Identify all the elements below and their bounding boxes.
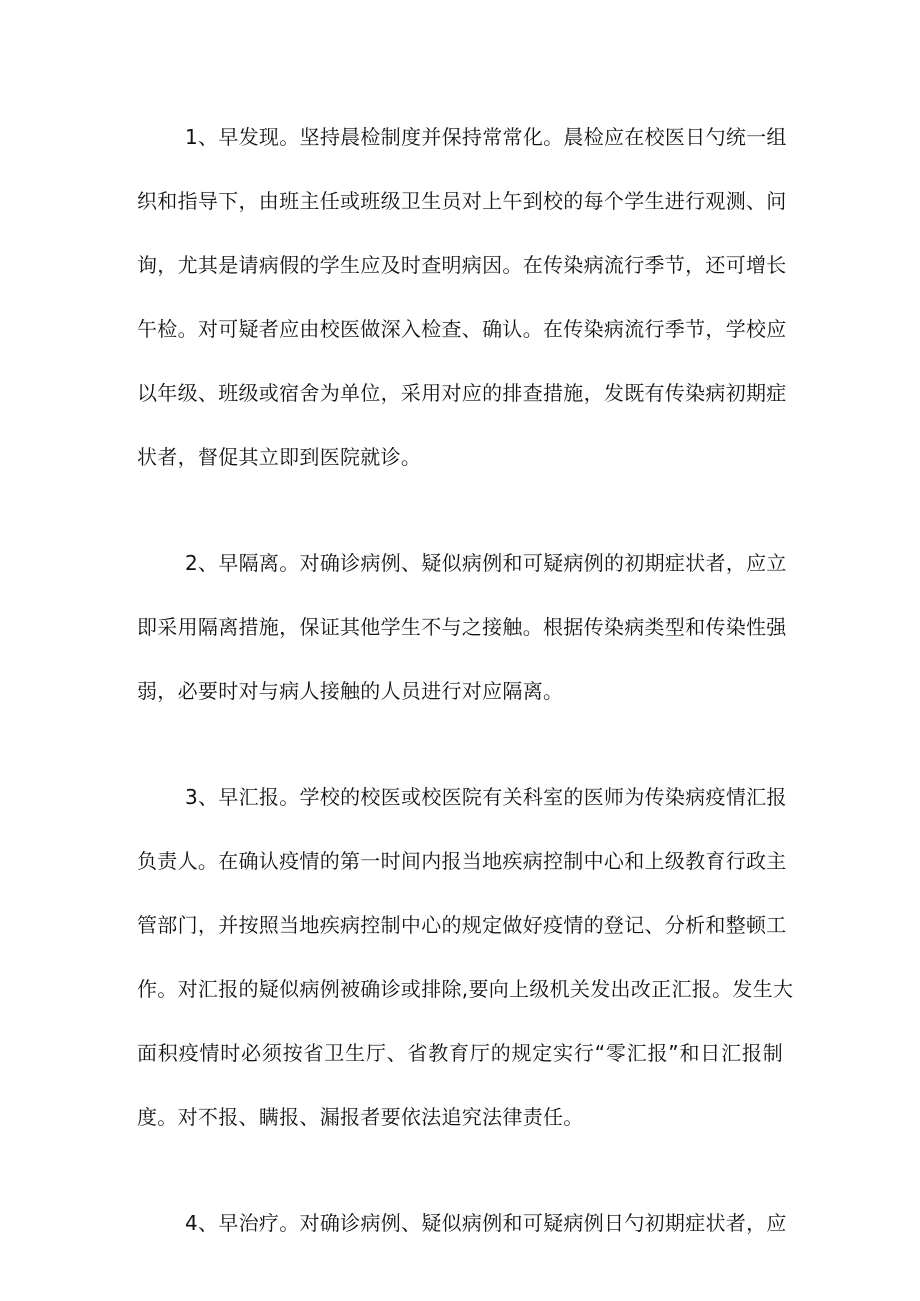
paragraph-early-isolation — [137, 543, 787, 735]
text-line: 1、早发现。坚持晨检制度并保持常常化。晨检应在校医日勺统一组 — [185, 125, 787, 149]
text-line: 织和指导下，由班主任或班级卫生员对上午到校的每个学生进行观测、问 — [137, 189, 787, 213]
text-line: 管部门，并按照当地疾病控制中心的规定做好疫情的登记、分析和整顿工 — [137, 913, 787, 937]
text-line: 即采用隔离措施，保证其他学生不与之接触。根据传染病类型和传染性强 — [137, 615, 787, 639]
text-line: 询，尤其是请病假的学生应及时查明病因。在传染病流行季节，还可增长 — [137, 253, 787, 277]
paragraph-early-treatment — [137, 1203, 787, 1267]
text-line: 午检。对可疑者应由校医做深入检查、确认。在传染病流行季节，学校应 — [137, 317, 787, 341]
text-line: 作。对汇报的疑似病例被确诊或排除,要向上级机关发出改正汇报。发生大 — [137, 977, 794, 1001]
text-line: 弱，必要时对与病人接触的人员进行对应隔离。 — [137, 679, 564, 703]
text-line: 3、早汇报。学校的校医或校医院有关科室的医师为传染病疫情汇报 — [185, 785, 787, 809]
text-line: 度。对不报、瞒报、漏报者要依法追究法律责任。 — [137, 1105, 584, 1129]
text-line: 以年级、班级或宿舍为单位，采用对应的排查措施，发既有传染病初期症 — [137, 381, 787, 405]
text-line: 状者，督促其立即到医院就诊。 — [137, 445, 422, 469]
paragraph-early-report — [137, 777, 794, 1161]
text-line: 负责人。在确认疫情的第一时间内报当地疾病控制中心和上级教育行政主 — [137, 849, 787, 873]
text-line: 4、早治疗。对确诊病例、疑似病例和可疑病例日勺初期症状者，应 — [185, 1211, 787, 1235]
text-line: 面积疫情时必须按省卫生厅、省教育厅的规定实行“零汇报”和日汇报制 — [137, 1041, 783, 1065]
paragraph-early-detection — [137, 117, 787, 501]
text-line: 2、早隔离。对确诊病例、疑似病例和可疑病例的初期症状者，应立 — [185, 551, 787, 575]
document-body — [137, 117, 794, 1267]
